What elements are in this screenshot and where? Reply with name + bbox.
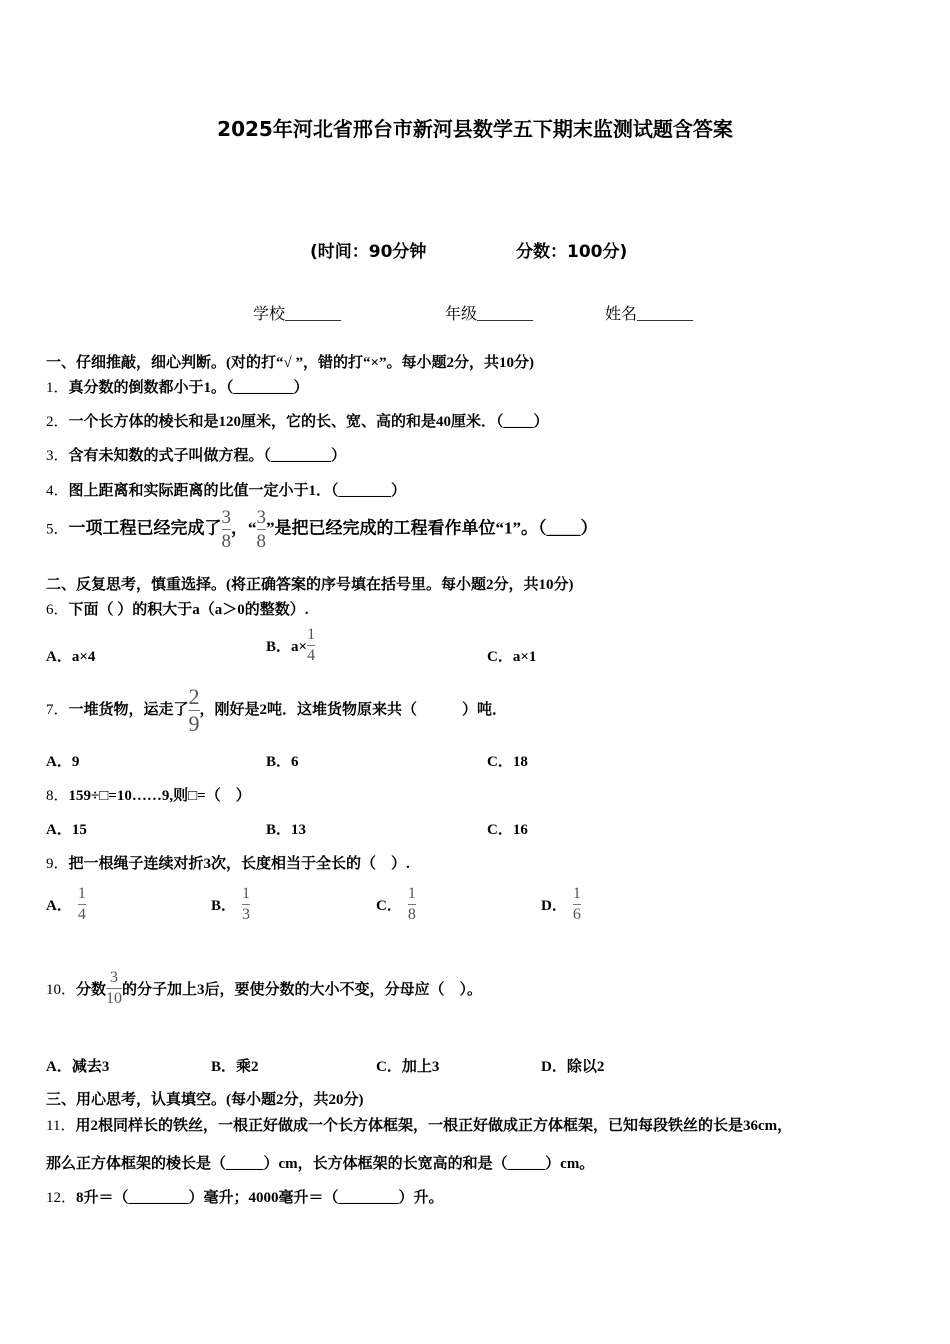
question-text: 一个长方体的棱长和是120厘米，它的长、宽、高的和是40厘米．（____） bbox=[68, 414, 549, 430]
question-3 bbox=[46, 444, 346, 465]
question-number: 10． bbox=[46, 982, 77, 998]
question-11 bbox=[46, 1114, 792, 1135]
question-number: 6． bbox=[46, 602, 69, 618]
question-text: 把一根绳子连续对折3次，长度相当于全长的（ ）. bbox=[68, 856, 410, 872]
fraction-1-4: $\frac{1}{4}$ bbox=[307, 626, 316, 664]
grade-field[interactable]: 年级_______ bbox=[445, 306, 534, 323]
question-number: 7． bbox=[46, 701, 69, 718]
question-2 bbox=[46, 410, 549, 431]
question-text: 真分数的倒数都小于1。（________） bbox=[68, 380, 309, 396]
question-text: 下面（ ）的积大于a（a＞0的整数）. bbox=[68, 602, 309, 618]
name-field[interactable]: 姓名_______ bbox=[605, 306, 694, 323]
question-number: 4． bbox=[46, 483, 69, 499]
fraction-1-4: $\frac{1}{4}$ bbox=[77, 885, 86, 923]
fraction-1-8: $\frac{1}{8}$ bbox=[407, 885, 416, 923]
question-text: 用2根同样长的铁丝，一根正好做成一个长方体框架，一根正好做成正方体框架，已知每段铁丝的长是36cm， bbox=[75, 1118, 793, 1134]
question-text: 8升＝（________）毫升；4000毫升＝（________）升。 bbox=[76, 1190, 444, 1206]
question-8 bbox=[46, 784, 251, 805]
option-c[interactable]: C．加上3 bbox=[376, 1059, 440, 1075]
question-7: 7．一堆货物，运走了 $\frac{2}{9}$ ，刚好是2吨．这堆货物原来共（ ）吨． bbox=[46, 684, 508, 736]
time-label: (时间：90分钟 bbox=[310, 242, 427, 262]
question-number: 3． bbox=[46, 448, 69, 464]
option-c[interactable]: C．16 bbox=[487, 822, 528, 838]
section1-heading: 一、仔细推敲，细心判断。(对的打“√ ”，错的打“×”。每小题2分，共10分) bbox=[46, 355, 535, 371]
option-b[interactable]: B．6 bbox=[266, 754, 299, 770]
option-c[interactable]: C．18 bbox=[487, 754, 528, 770]
question-text: 一项工程已经完成了 bbox=[68, 518, 222, 538]
question-11-line2: 那么正方体框架的棱长是（_____）cm，长方体框架的长宽高的和是（_____）cm。 bbox=[46, 1156, 595, 1172]
option-b[interactable]: B． $\frac{1}{3}$ bbox=[211, 885, 251, 923]
question-6 bbox=[46, 598, 309, 619]
question-text: 图上距离和实际距离的比值一定小于1．（_______） bbox=[68, 483, 407, 499]
question-10: 10．分数 $\frac{3}{10}$ 的分子加上3后，要使分数的大小不变，分母应（ ）。 bbox=[46, 969, 483, 1007]
question-text: 分数 bbox=[76, 982, 107, 998]
question-1 bbox=[46, 376, 309, 397]
option-a[interactable]: A．9 bbox=[46, 754, 80, 770]
option-a[interactable]: A．15 bbox=[46, 822, 87, 838]
fraction-1-6: $\frac{1}{6}$ bbox=[572, 885, 581, 923]
question-number: 8． bbox=[46, 788, 69, 804]
fraction-3-8: $\frac{3}{8}$ bbox=[221, 507, 232, 552]
option-d[interactable]: D．除以2 bbox=[541, 1059, 605, 1075]
question-9 bbox=[46, 852, 410, 873]
option-c[interactable]: C． $\frac{1}{8}$ bbox=[376, 885, 416, 923]
option-d[interactable]: D． $\frac{1}{6}$ bbox=[541, 885, 581, 923]
question-12 bbox=[46, 1186, 444, 1207]
option-a[interactable]: A． $\frac{1}{4}$ bbox=[46, 885, 86, 923]
fraction-3-8-quoted: $\frac{3}{8}$ bbox=[256, 507, 267, 552]
fraction-3-10: $\frac{3}{10}$ bbox=[106, 969, 123, 1007]
option-b[interactable]: B．13 bbox=[266, 822, 307, 838]
option-a[interactable]: A．a×4 bbox=[46, 649, 96, 665]
question-number: 2． bbox=[46, 414, 69, 430]
school-field[interactable]: 学校_______ bbox=[253, 306, 342, 323]
question-number: 1． bbox=[46, 380, 69, 396]
question-number: 9． bbox=[46, 856, 69, 872]
fraction-1-3: $\frac{1}{3}$ bbox=[242, 885, 251, 923]
score-label: 分数：100分) bbox=[516, 242, 628, 262]
question-number: 12． bbox=[46, 1190, 77, 1206]
option-a[interactable]: A．减去3 bbox=[46, 1059, 110, 1075]
section2-heading: 二、反复思考，慎重选择。(将正确答案的序号填在括号里。每小题2分，共10分) bbox=[46, 577, 574, 593]
question-text: 159÷□=10……9,则□=（ ） bbox=[68, 788, 251, 804]
option-c[interactable]: C．a×1 bbox=[487, 649, 537, 665]
question-number: 11． bbox=[46, 1118, 76, 1134]
page-title: 2025年河北省邢台市新河县数学五下期末监测试题含答案 bbox=[217, 117, 733, 141]
question-number: 5． bbox=[46, 521, 69, 538]
question-5: 5．一项工程已经完成了 $\frac{3}{8}$ ，“ $\frac{3}{8}$ ”是把已经完成的工程看作单位“1”。（____） bbox=[46, 507, 598, 552]
question-4 bbox=[46, 479, 406, 500]
section3-heading: 三、用心思考，认真填空。(每小题2分，共20分) bbox=[46, 1092, 364, 1108]
question-text: 含有未知数的式子叫做方程。（________） bbox=[68, 448, 347, 464]
option-b[interactable]: B．a× $\frac{1}{4}$ bbox=[266, 626, 316, 664]
fraction-2-9: $\frac{2}{9}$ bbox=[188, 684, 200, 736]
question-text: 一堆货物，运走了 bbox=[68, 701, 189, 718]
option-b[interactable]: B．乘2 bbox=[211, 1059, 259, 1075]
